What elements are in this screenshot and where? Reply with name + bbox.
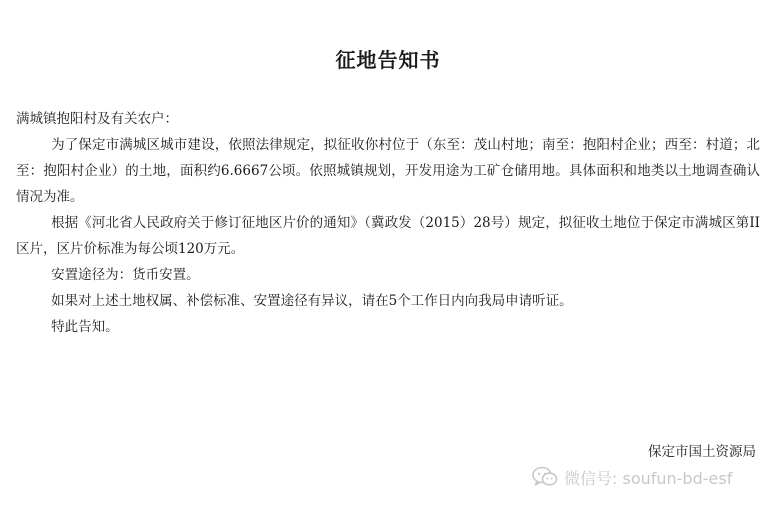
paragraph-price-basis: 根据《河北省人民政府关于修订征地区片价的通知》（冀政发（2015）28号）规定，拟征收土地位于保定市满城区第II区片，区片价标准为每公顷120万元。 <box>16 215 760 257</box>
issuer-signature: 保定市国土资源局 <box>648 444 756 460</box>
wechat-icon <box>532 466 558 488</box>
watermark-text: 微信号: soufun-bd-esf <box>564 468 733 488</box>
wechat-watermark <box>532 463 732 491</box>
salutation: 满城镇抱阳村及有关农户： <box>16 111 178 127</box>
paragraph-purpose: 为了保定市满城区城市建设，依照法律规定，拟征收你村位于（东至：茂山村地；南至：抱阳村企业；西至：村道；北至：抱阳村企业）的土地，面积约6.6667公顷。依照城镇规划，开发用途为工矿仓储用地。具体面积和地类以土地调查确认情况为准。 <box>16 137 760 205</box>
paragraph-objection: 如果对上述土地权属、补偿标准、安置途径有异议，请在5个工作日内向我局申请听证。 <box>51 293 573 309</box>
paragraph-closing: 特此告知。 <box>51 319 119 335</box>
paragraph-resettlement: 安置途径为：货币安置。 <box>51 267 200 283</box>
notice-body <box>16 106 760 340</box>
notice-title: 征地告知书 <box>335 48 441 72</box>
